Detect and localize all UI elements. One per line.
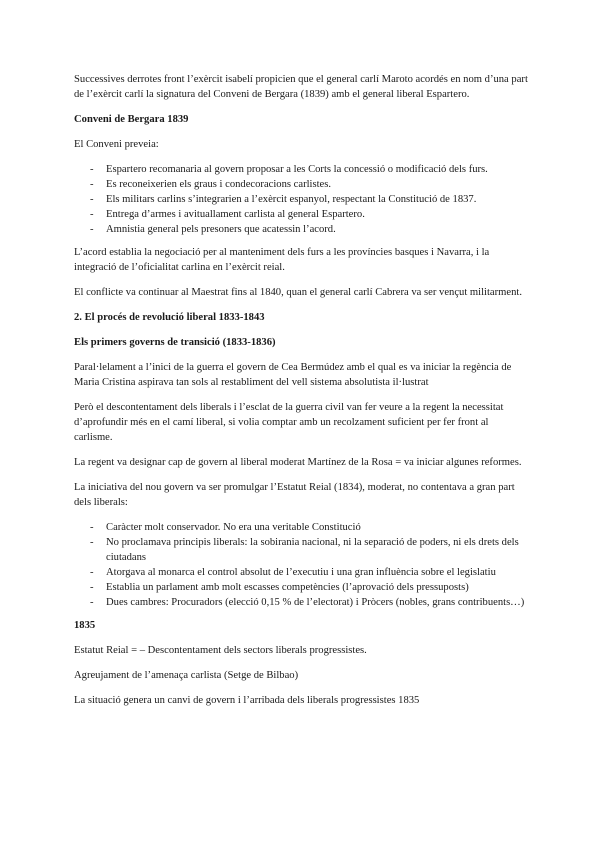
conveni-lead: El Conveni preveia: [74,139,159,150]
subheading-governs: Els primers governs de transició (1833-1836) [74,337,276,348]
conveni-paragraph-1: L’acord establia la negociació per al manteniment dels furs a les províncies basques i Navarra, i la integració de l’oficialitat carlina en l’exèrcit reial. [74,247,490,273]
list-item: - Espartero recomanaria al govern proposar a les Corts la concessió o modificació dels furs. [90,164,488,175]
list-item: - No proclamava principis liberals: la sobirania nacional, ni la separació de poders, ni els drets dels ciutadans [90,537,519,563]
governs-paragraph-1: Paral·lelament a l’inici de la guerra el govern de Cea Bermúdez amb el qual es va iniciar la regència de Maria Cristina aspirava tan sols al restabliment del vell sistema absolutista il·lustrat [74,362,512,388]
list-item: - Dues cambres: Procuradors (elecció 0,15 % de l’electorat) i Pròcers (nobles, grans contribuents…) [90,597,525,608]
estatut-list [74,520,529,610]
line-amenaca-carlista: Agreujament de l’amenaça carlista (Setge de Bilbao) [74,670,299,681]
list-item: - Es reconeixerien els graus i condecoracions carlistes. [90,179,332,190]
governs-paragraph-2: Però el descontentament dels liberals i l’esclat de la guerra civil van fer veure a la regent la necessitat d’aprofundir més en el camí liberal, si volia comptar amb un recolzament suficient per fer front al carlisme. [74,402,504,443]
section-heading-conveni: Conveni de Bergara 1839 [74,114,189,125]
list-item: - Atorgava al monarca el control absolut de l’executiu i una gran influència sobre el legislatiu [90,567,496,578]
intro-paragraph: Successives derrotes front l’exèrcit isabelí propicien que el general carlí Maroto acordés en nom d’una part de l’exèrcit carlí la signatura del Conveni de Bergara (1839) amb el general liberal Espartero. [74,74,528,100]
line-estatut-reial: Estatut Reial = – Descontentament dels sectors liberals progressistes. [74,645,367,656]
governs-paragraph-3: La regent va designar cap de govern al liberal moderat Martínez de la Rosa = va iniciar algunes reformes. [74,457,522,468]
section-heading-1835: 1835 [74,620,96,631]
list-item: - Amnistia general pels presoners que acatessin l’acord. [90,224,336,235]
list-item: - Entrega d’armes i avituallament carlista al general Espartero. [90,209,365,220]
document-body [74,72,529,718]
list-item: - Els militars carlins s’integrarien a l’exèrcit espanyol, respectant la Constitució de 1837. [90,194,477,205]
line-canvi-govern: La situació genera un canvi de govern i l’arribada dels liberals progressistes 1835 [74,695,420,706]
section-heading-revolucio: 2. El procés de revolució liberal 1833-1843 [74,312,265,323]
conveni-list [74,162,529,237]
list-item: - Establia un parlament amb molt escasses competències (l’aprovació dels pressuposts) [90,582,469,593]
conveni-paragraph-2: El conflicte va continuar al Maestrat fins al 1840, quan el general carlí Cabrera va ser vençut militarment. [74,287,522,298]
governs-paragraph-4: La iniciativa del nou govern va ser promulgar l’Estatut Reial (1834), moderat, no contentava a gran part dels liberals: [74,482,515,508]
list-item: - Caràcter molt conservador. No era una veritable Constitució [90,522,361,533]
